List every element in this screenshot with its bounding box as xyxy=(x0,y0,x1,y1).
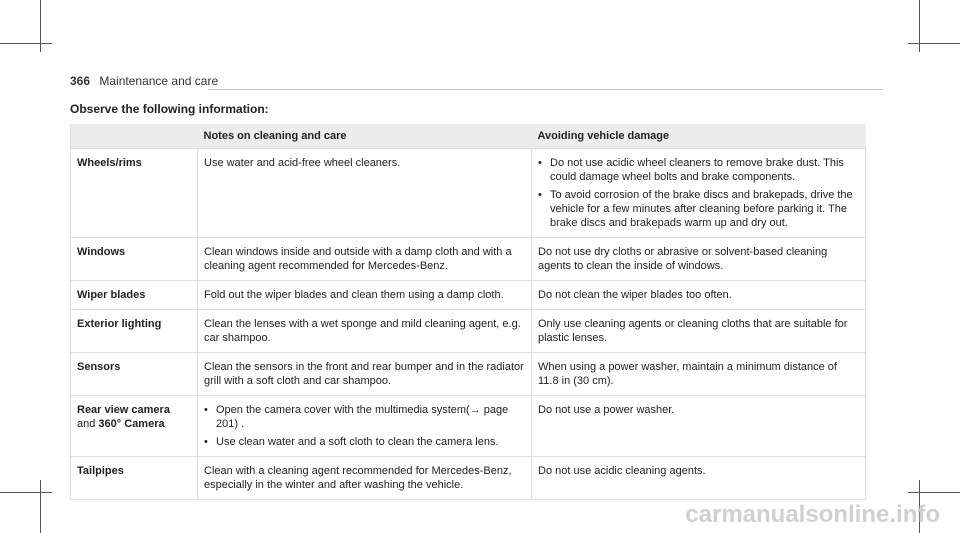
crop-mark xyxy=(40,0,41,52)
table-header-row xyxy=(71,124,866,149)
item-cell: Tailpipes xyxy=(71,457,198,500)
crop-mark xyxy=(908,43,960,44)
avoid-cell: When using a power washer, maintain a minimum distance of 11.8 in (30 cm). xyxy=(532,353,866,396)
table-row xyxy=(71,310,866,353)
cleaning-care-table xyxy=(70,124,866,500)
avoid-cell: Do not clean the wiper blades too often. xyxy=(532,281,866,310)
list-item: • Use clean water and a soft cloth to clean the camera lens. xyxy=(204,435,525,449)
table-header-cell xyxy=(71,124,198,149)
item-line-prefix: and xyxy=(77,418,99,430)
watermark: carmanualsonline.info xyxy=(685,501,940,528)
table-row xyxy=(71,149,866,238)
table-row xyxy=(71,396,866,457)
crop-mark xyxy=(40,480,41,533)
item-cell: Sensors xyxy=(71,353,198,396)
header-rule xyxy=(208,89,882,90)
avoid-cell: Only use cleaning agents or cleaning cloths that are suitable for plastic lenses. xyxy=(532,310,866,353)
item-cell xyxy=(71,396,198,457)
crop-mark xyxy=(0,492,52,493)
crop-mark xyxy=(0,43,52,44)
notes-cell: Use water and acid-free wheel cleaners. xyxy=(198,149,532,238)
crop-mark xyxy=(908,492,960,493)
item-line: Rear view camera xyxy=(77,404,170,416)
page-header xyxy=(70,74,218,88)
page-number: 366 xyxy=(70,74,91,88)
crop-mark xyxy=(919,0,920,52)
table-header-cell: Notes on cleaning and care xyxy=(198,124,532,149)
avoid-cell: Do not use dry cloths or abrasive or solvent-based cleaning agents to clean the inside of windows. xyxy=(532,238,866,281)
avoid-cell: Do not use a power washer. xyxy=(532,396,866,457)
table-row xyxy=(71,457,866,500)
item-cell: Exterior lighting xyxy=(71,310,198,353)
table-row xyxy=(71,238,866,281)
item-cell: Windows xyxy=(71,238,198,281)
avoid-cell: Do not use acidic cleaning agents. xyxy=(532,457,866,500)
item-line-bold: 360° Camera xyxy=(98,418,165,430)
item-cell: Wiper blades xyxy=(71,281,198,310)
section-title: Maintenance and care xyxy=(99,74,219,88)
table-header-cell: Avoiding vehicle damage xyxy=(532,124,866,149)
table-row xyxy=(71,353,866,396)
list-item: • Open the camera cover with the multimedia system(→ page 201) . xyxy=(204,403,525,431)
notes-cell: Clean the lenses with a wet sponge and mild cleaning agent, e.g. car shampoo. xyxy=(198,310,532,353)
intro-text: Observe the following information: xyxy=(70,102,269,116)
notes-cell: Clean the sensors in the front and rear bumper and in the radiator grill with a soft cloth and car shampoo. xyxy=(198,353,532,396)
list-item: • To avoid corrosion of the brake discs and brakepads, drive the vehicle for a few minutes after cleaning before parking it. The brake discs and brakepads warm up and dry out. xyxy=(538,188,859,230)
avoid-cell xyxy=(532,149,866,238)
notes-cell xyxy=(198,396,532,457)
notes-cell: Fold out the wiper blades and clean them using a damp cloth. xyxy=(198,281,532,310)
notes-cell: Clean windows inside and outside with a damp cloth and with a cleaning agent recommended for Mercedes-Benz. xyxy=(198,238,532,281)
notes-cell: Clean with a cleaning agent recommended for Mercedes-Benz, especially in the winter and after washing the vehicle. xyxy=(198,457,532,500)
avoid-list xyxy=(538,156,859,230)
item-cell: Wheels/rims xyxy=(71,149,198,238)
list-item: • Do not use acidic wheel cleaners to remove brake dust. This could damage wheel bolts and brake components. xyxy=(538,156,859,184)
table-row xyxy=(71,281,866,310)
notes-list xyxy=(204,403,525,449)
